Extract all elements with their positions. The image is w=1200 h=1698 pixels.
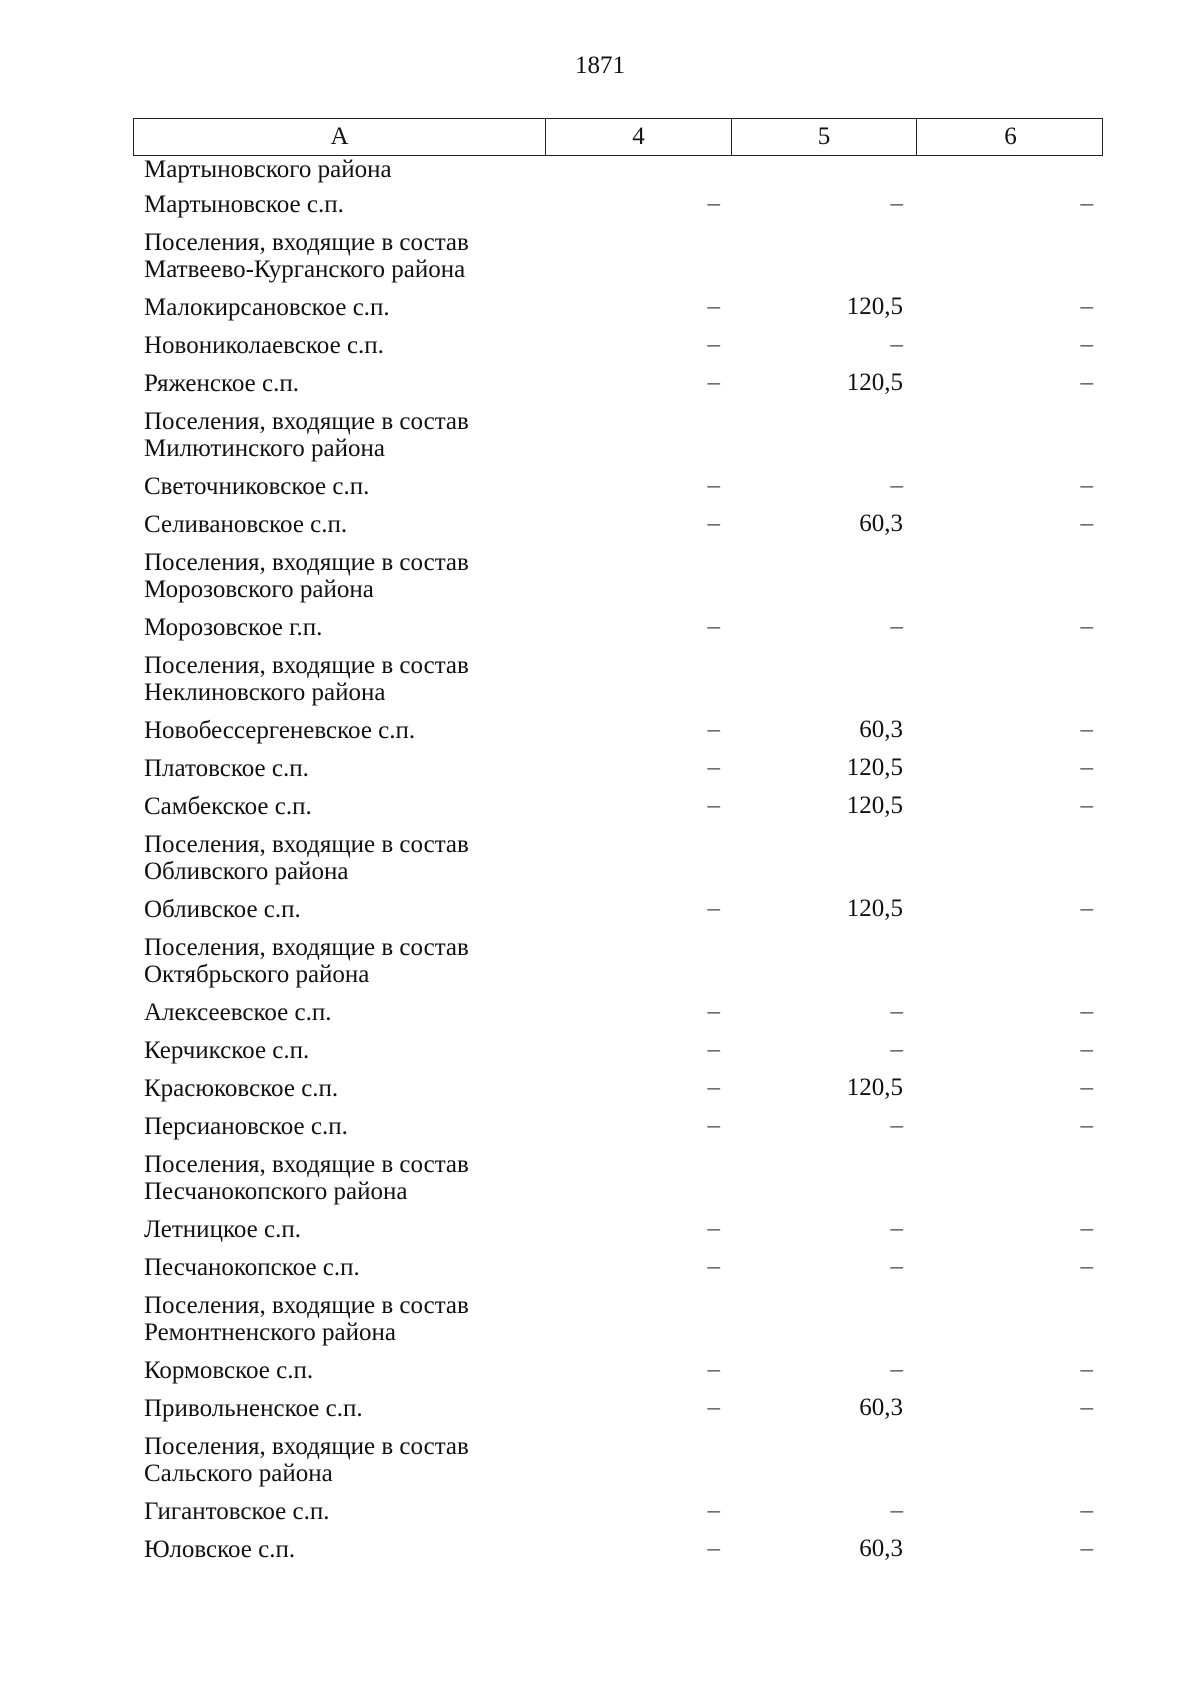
value-col-5: 60,3 [859, 1535, 903, 1562]
settlement-name: Песчанокопское с.п. [144, 1253, 360, 1281]
value-col-4: – [707, 1497, 720, 1524]
section-heading: Поселения, входящие в состав Октябрьского района [144, 933, 469, 988]
settlement-name: Селивановское с.п. [144, 510, 348, 538]
section-heading-row [133, 1286, 1103, 1351]
value-col-5: 60,3 [859, 510, 903, 537]
value-col-6: – [1080, 1535, 1093, 1562]
value-col-4: – [707, 754, 720, 781]
value-col-5: – [890, 1112, 903, 1139]
value-col-6: – [1080, 1036, 1093, 1063]
value-col-6: – [1080, 510, 1093, 537]
section-heading-row [133, 543, 1103, 608]
value-col-4: – [707, 792, 720, 819]
value-col-4: – [707, 1036, 720, 1063]
value-col-6: – [1080, 792, 1093, 819]
section-heading: Поселения, входящие в состав Матвеево-Курганского района [144, 228, 469, 283]
table-row [133, 1492, 1103, 1530]
value-col-5: – [890, 1215, 903, 1242]
settlement-name: Платовское с.п. [144, 754, 309, 782]
value-col-6: – [1080, 190, 1093, 217]
section-heading: Мартыновского района [144, 156, 392, 183]
settlement-name: Малокирсановское с.п. [144, 293, 390, 321]
table-row [133, 1069, 1103, 1107]
section-heading-row [133, 402, 1103, 467]
value-col-5: – [890, 613, 903, 640]
table-row [133, 993, 1103, 1031]
column-header-5: 5 [731, 119, 916, 155]
value-col-4: – [707, 472, 720, 499]
table-row [133, 467, 1103, 505]
value-col-5: 120,5 [846, 369, 903, 396]
value-col-6: – [1080, 1215, 1093, 1242]
settlement-name: Гигантовское с.п. [144, 1497, 330, 1525]
table-row [133, 1031, 1103, 1069]
value-col-6: – [1080, 472, 1093, 499]
value-col-5: – [890, 1356, 903, 1383]
value-col-5: 120,5 [846, 1074, 903, 1101]
value-col-5: 120,5 [846, 293, 903, 320]
value-col-5: – [890, 472, 903, 499]
table-row [133, 505, 1103, 543]
settlement-name: Привольненское с.п. [144, 1394, 363, 1422]
value-col-6: – [1080, 716, 1093, 743]
value-col-4: – [707, 1112, 720, 1139]
value-col-4: – [707, 716, 720, 743]
value-col-5: – [890, 190, 903, 217]
settlement-name: Новониколаевское с.п. [144, 331, 384, 359]
column-header-4: 4 [545, 119, 731, 155]
settlement-name: Новобессергеневское с.п. [144, 716, 416, 744]
table-row [133, 288, 1103, 326]
section-heading: Поселения, входящие в состав Обливского района [144, 830, 469, 885]
table-row [133, 890, 1103, 928]
value-col-6: – [1080, 1497, 1093, 1524]
section-heading: Поселения, входящие в состав Милютинского района [144, 407, 469, 462]
section-heading-row [133, 1427, 1103, 1492]
page-number: 1871 [575, 52, 625, 79]
value-col-5: – [890, 1036, 903, 1063]
value-col-6: – [1080, 369, 1093, 396]
table-row [133, 1389, 1103, 1427]
value-col-4: – [707, 369, 720, 396]
value-col-5: 120,5 [846, 792, 903, 819]
settlement-name: Мартыновское с.п. [144, 190, 344, 218]
value-col-4: – [707, 190, 720, 217]
settlement-name: Кормовское с.п. [144, 1356, 314, 1384]
section-heading-row [133, 825, 1103, 890]
table-header [133, 118, 1103, 156]
value-col-6: – [1080, 998, 1093, 1025]
table-row [133, 749, 1103, 787]
settlement-name: Юловское с.п. [144, 1535, 296, 1563]
column-header-6: 6 [916, 119, 1104, 155]
section-heading: Поселения, входящие в состав Песчанокопского района [144, 1150, 469, 1205]
table-row [133, 1530, 1103, 1568]
table-body [133, 156, 1103, 1568]
settlement-name: Красюковское с.п. [144, 1074, 339, 1102]
value-col-5: – [890, 1253, 903, 1280]
section-heading-row [133, 928, 1103, 993]
value-col-5: – [890, 998, 903, 1025]
value-col-4: – [707, 1215, 720, 1242]
value-col-6: – [1080, 293, 1093, 320]
settlement-name: Ряженское с.п. [144, 369, 299, 397]
settlement-name: Алексеевское с.п. [144, 998, 332, 1026]
value-col-6: – [1080, 895, 1093, 922]
value-col-6: – [1080, 1112, 1093, 1139]
value-col-5: – [890, 331, 903, 358]
value-col-4: – [707, 510, 720, 537]
value-col-6: – [1080, 754, 1093, 781]
table-row [133, 326, 1103, 364]
section-heading: Поселения, входящие в состав Ремонтненского района [144, 1291, 469, 1346]
settlement-name: Светочниковское с.п. [144, 472, 370, 500]
value-col-4: – [707, 331, 720, 358]
value-col-5: 120,5 [846, 754, 903, 781]
settlement-name: Обливское с.п. [144, 895, 301, 923]
value-col-4: – [707, 895, 720, 922]
table-row [133, 711, 1103, 749]
settlement-name: Керчикское с.п. [144, 1036, 310, 1064]
value-col-5: – [890, 1497, 903, 1524]
value-col-4: – [707, 1394, 720, 1421]
section-heading-row [133, 646, 1103, 711]
value-col-6: – [1080, 1253, 1093, 1280]
table-row [133, 185, 1103, 223]
value-col-4: – [707, 1535, 720, 1562]
value-col-6: – [1080, 1074, 1093, 1101]
settlement-name: Морозовское г.п. [144, 613, 323, 641]
table-row [133, 787, 1103, 825]
settlement-name: Персиановское с.п. [144, 1112, 348, 1140]
value-col-5: 120,5 [846, 895, 903, 922]
table-row [133, 1210, 1103, 1248]
value-col-6: – [1080, 1356, 1093, 1383]
value-col-5: 60,3 [859, 1394, 903, 1421]
settlement-name: Самбекское с.п. [144, 792, 312, 820]
value-col-6: – [1080, 331, 1093, 358]
table-row [133, 1351, 1103, 1389]
table-row [133, 1248, 1103, 1286]
table-row [133, 364, 1103, 402]
value-col-6: – [1080, 1394, 1093, 1421]
value-col-6: – [1080, 613, 1093, 640]
section-heading: Поселения, входящие в состав Морозовского района [144, 548, 469, 603]
value-col-4: – [707, 613, 720, 640]
value-col-5: 60,3 [859, 716, 903, 743]
column-header-a: А [330, 123, 349, 150]
value-col-4: – [707, 293, 720, 320]
section-heading-row [133, 156, 1103, 185]
value-col-4: – [707, 1074, 720, 1101]
section-heading: Поселения, входящие в состав Неклиновского района [144, 651, 469, 706]
value-col-4: – [707, 1356, 720, 1383]
value-col-4: – [707, 1253, 720, 1280]
section-heading-row [133, 223, 1103, 288]
settlement-name: Летницкое с.п. [144, 1215, 301, 1243]
section-heading-row [133, 1145, 1103, 1210]
value-col-4: – [707, 998, 720, 1025]
table-row [133, 608, 1103, 646]
table-row [133, 1107, 1103, 1145]
section-heading: Поселения, входящие в состав Сальского района [144, 1432, 469, 1487]
